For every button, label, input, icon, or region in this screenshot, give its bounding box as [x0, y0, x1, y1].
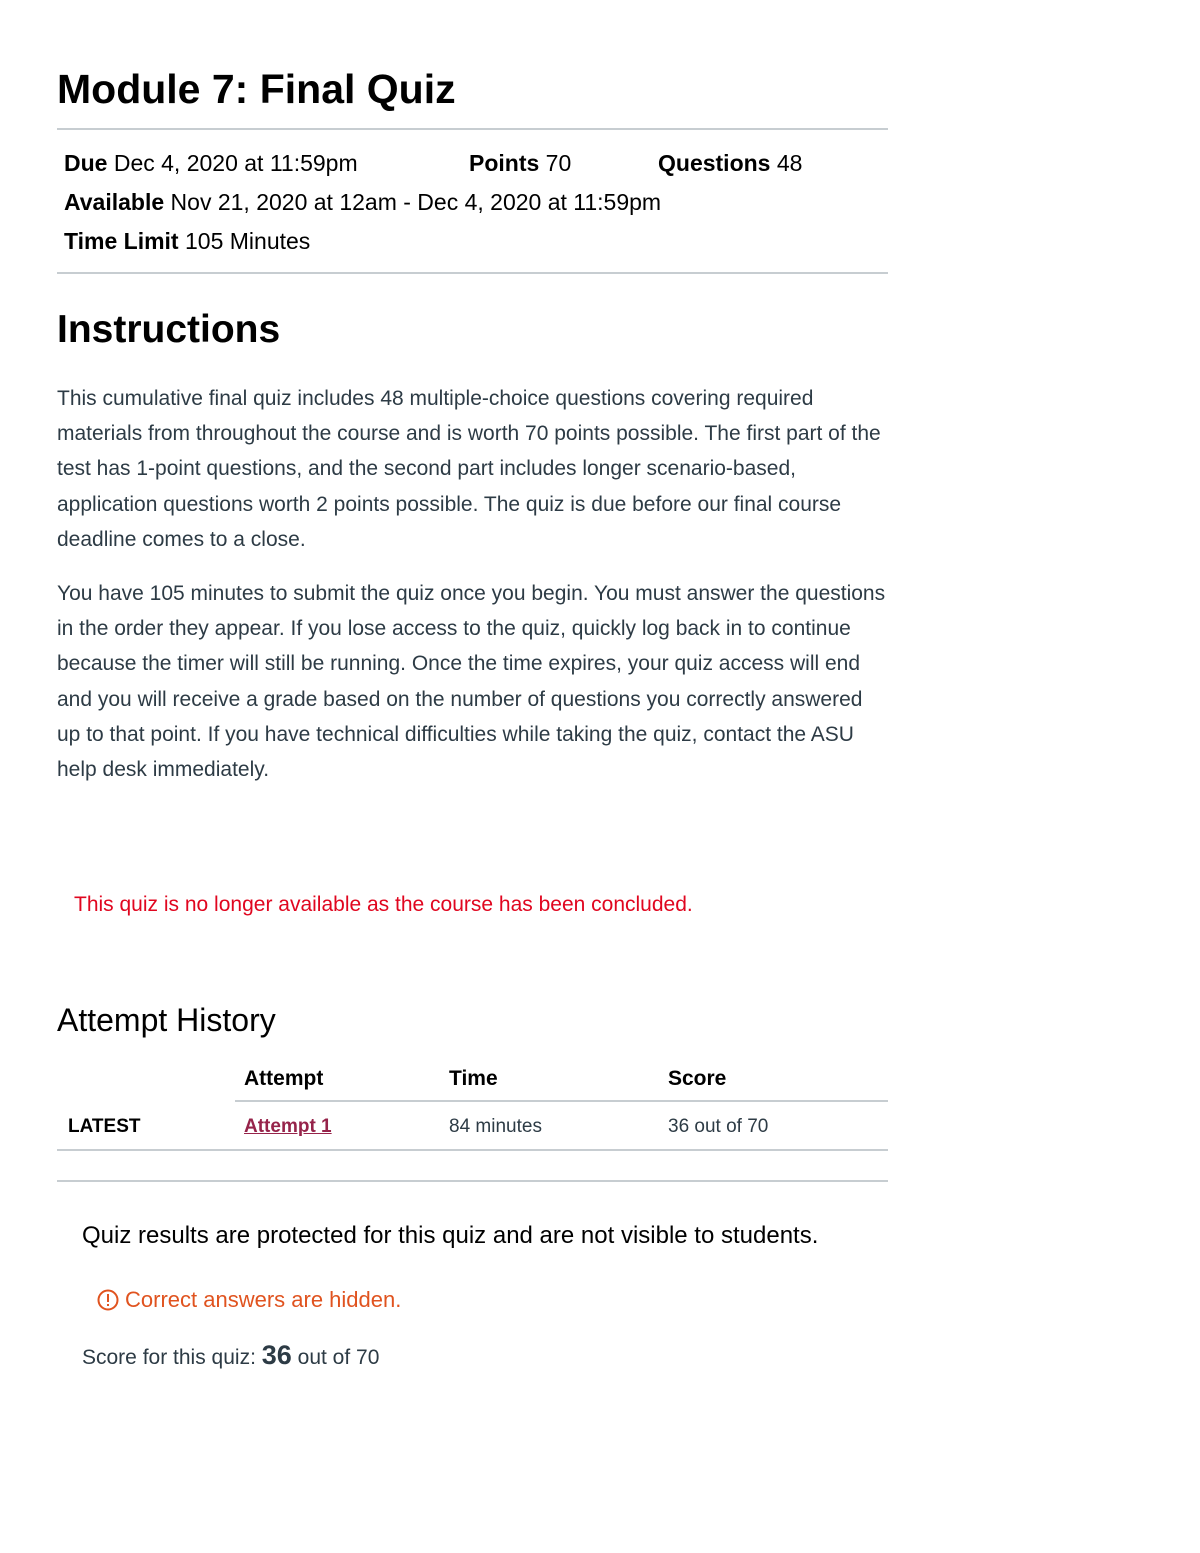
due-value: Dec 4, 2020 at 11:59pm	[113, 150, 358, 176]
quiz-time-limit	[64, 226, 310, 256]
quiz-title: Module 7: Final Quiz	[57, 66, 456, 112]
instructions-heading: Instructions	[57, 308, 281, 351]
time-limit-label: Time Limit	[64, 228, 179, 254]
header-divider-bottom	[57, 272, 888, 274]
instructions-paragraph-2: You have 105 minutes to submit the quiz once you begin. You must answer the questions in the order they appear. If you lose access to the quiz, quickly log back in to continue because the timer will still be running. Once the time expires, your quiz access will end and you will receive a grade based on the number of questions you correctly answered up to that point. If you have technical difficulties while taking the quiz, contact the ASU help desk immediately.	[57, 582, 886, 782]
answers-hidden-text: Correct answers are hidden.	[125, 1287, 402, 1312]
quiz-score	[82, 1338, 379, 1375]
score-label: Score for this quiz:	[82, 1346, 256, 1369]
questions-count	[658, 148, 802, 178]
points-value: 70	[545, 150, 572, 176]
quiz-availability	[64, 187, 661, 217]
results-protected-message: Quiz results are protected for this quiz and are not visible to students.	[82, 1222, 819, 1249]
column-header-time: Time	[449, 1067, 498, 1090]
warning-icon	[97, 1289, 119, 1311]
instructions-paragraph-1: This cumulative final quiz includes 48 multiple-choice questions covering required materials from throughout the course and is worth 70 points possible. The first part of the test has 1-point questions, and the second part includes longer scenario-based, application questions worth 2 points possible. The quiz is due before our final course deadline comes to a close.	[57, 387, 881, 551]
due-label: Due	[64, 150, 108, 176]
answers-hidden-notice	[97, 1285, 401, 1315]
attempt-score: 36 out of 70	[668, 1116, 769, 1137]
questions-label: Questions	[658, 150, 771, 176]
table-header-divider	[235, 1100, 888, 1102]
results-divider	[57, 1180, 888, 1182]
header-divider-top	[57, 128, 888, 130]
column-header-attempt: Attempt	[244, 1067, 324, 1090]
column-header-score: Score	[668, 1067, 727, 1090]
availability-notice: This quiz is no longer available as the course has been concluded.	[74, 893, 693, 916]
time-limit-value: 105 Minutes	[185, 228, 311, 254]
table-row-divider	[57, 1149, 888, 1151]
attempt-history-heading: Attempt History	[57, 1002, 276, 1038]
points	[469, 148, 571, 178]
score-value: 36	[261, 1340, 292, 1370]
quiz-meta-row-1	[64, 148, 884, 178]
latest-badge: LATEST	[68, 1116, 141, 1137]
due-date	[64, 148, 358, 178]
points-label: Points	[469, 150, 540, 176]
attempt-time: 84 minutes	[449, 1116, 542, 1137]
score-suffix: out of 70	[297, 1346, 380, 1369]
available-label: Available	[64, 189, 165, 215]
questions-value: 48	[776, 150, 803, 176]
available-value: Nov 21, 2020 at 12am - Dec 4, 2020 at 11:59pm	[170, 189, 662, 215]
attempt-1-link[interactable]: Attempt 1	[244, 1116, 332, 1137]
